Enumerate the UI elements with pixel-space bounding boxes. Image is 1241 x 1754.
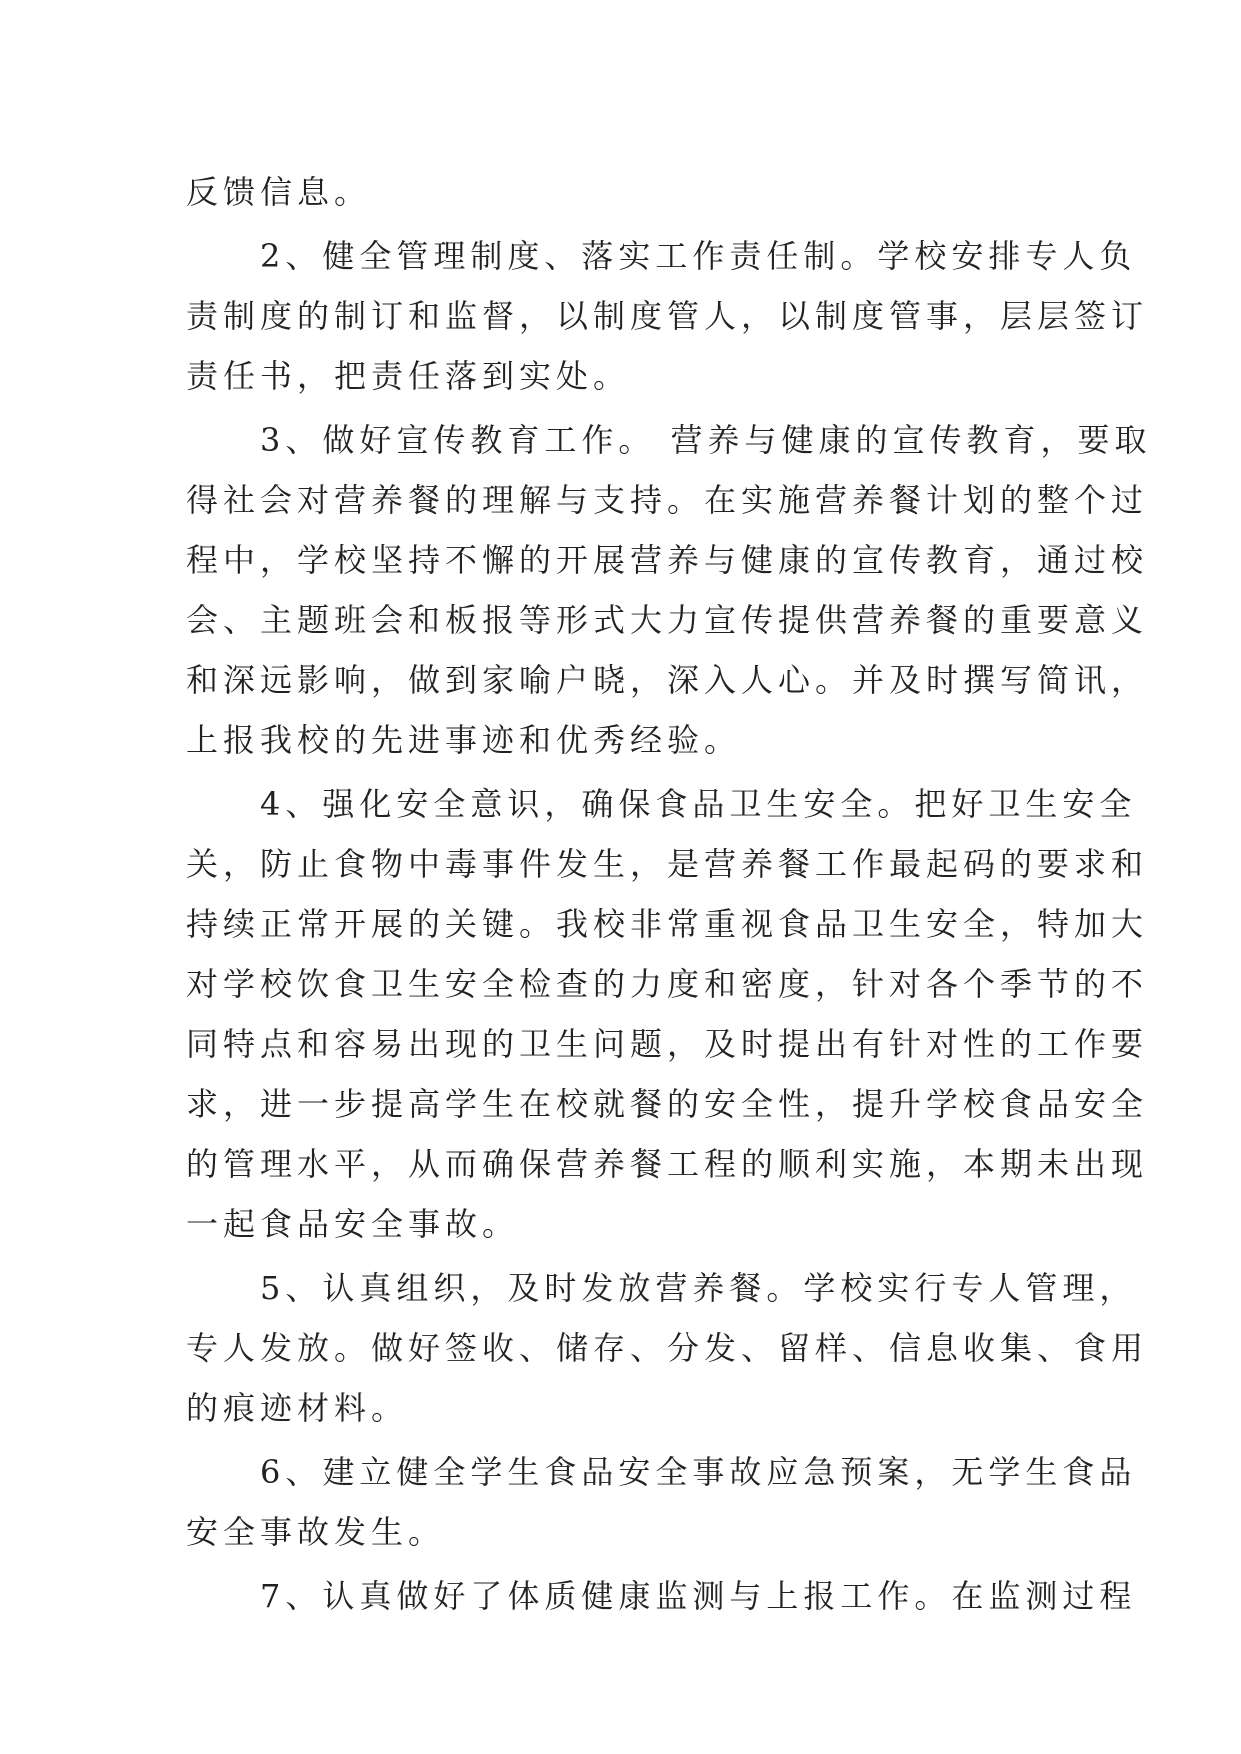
paragraph-3 [186, 410, 1152, 770]
text-line: 2、健全管理制度、落实工作责任制。学校安排专人负 [186, 237, 1137, 275]
text-line: 安全事故发生。 [186, 1513, 446, 1551]
text-line: 求，进一步提高学生在校就餐的安全性，提升学校食品安全 [186, 1085, 1149, 1123]
text-line: 持续正常开展的关键。我校非常重视食品卫生安全，特加大 [186, 905, 1149, 943]
text-line: 3、做好宣传教育工作。 营养与健康的宣传教育，要取 [186, 421, 1152, 459]
paragraph-6 [186, 1442, 1137, 1562]
text-line: 和深远影响，做到家喻户晓，深入人心。并及时撰写简讯， [186, 661, 1149, 699]
paragraph-1 [186, 162, 1070, 222]
text-line: 程中，学校坚持不懈的开展营养与健康的宣传教育，通过校 [186, 541, 1149, 579]
text-line: 的痕迹材料。 [186, 1389, 409, 1427]
text-line: 5、认真组织，及时发放营养餐。学校实行专人管理， [186, 1269, 1137, 1307]
text-line: 责任书，把责任落到实处。 [186, 357, 631, 395]
text-line: 上报我校的先进事迹和优秀经验。 [186, 721, 742, 759]
text-line: 7、认真做好了体质健康监测与上报工作。在监测过程 [186, 1577, 1137, 1615]
text-line: 会、主题班会和板报等形式大力宣传提供营养餐的重要意义 [186, 601, 1149, 639]
paragraph-5 [186, 1258, 1149, 1438]
text-line: 4、强化安全意识，确保食品卫生安全。把好卫生安全 [186, 785, 1137, 823]
text-line: 6、建立健全学生食品安全事故应急预案，无学生食品 [186, 1453, 1137, 1491]
text-line: 责制度的制订和监督，以制度管人，以制度管事，层层签订 [186, 297, 1149, 335]
text-line: 对学校饮食卫生安全检查的力度和密度，针对各个季节的不 [186, 965, 1149, 1003]
text-line: 关，防止食物中毒事件发生，是营养餐工作最起码的要求和 [186, 845, 1149, 883]
paragraph-7 [186, 1566, 1137, 1626]
text-line: 的管理水平，从而确保营养餐工程的顺利实施，本期未出现 [186, 1145, 1149, 1183]
text-line: 同特点和容易出现的卫生问题，及时提出有针对性的工作要 [186, 1025, 1149, 1063]
text-line: 得社会对营养餐的理解与支持。在实施营养餐计划的整个过 [186, 481, 1149, 519]
paragraph-4 [186, 774, 1149, 1254]
text-line: 一起食品安全事故。 [186, 1205, 520, 1243]
text-line: 反馈信息。 [186, 173, 372, 211]
paragraph-2 [186, 226, 1149, 406]
document-page [186, 162, 1152, 1626]
text-line: 专人发放。做好签收、储存、分发、留样、信息收集、食用 [186, 1329, 1149, 1367]
